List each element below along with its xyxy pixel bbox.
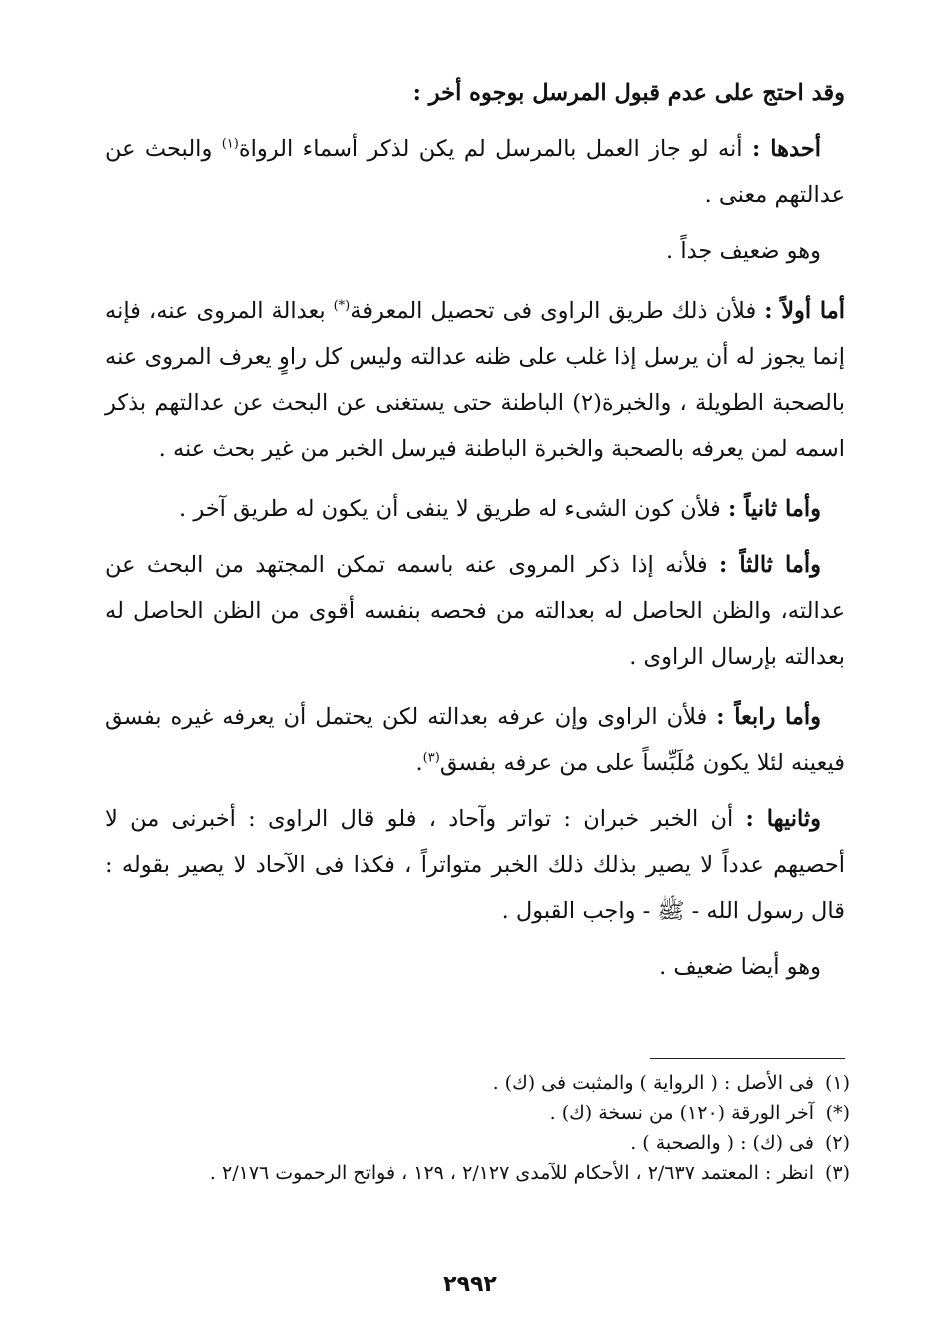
paragraph-text: أنه لو جاز العمل بالمرسل لم يكن لذكر أسماء الرواة xyxy=(238,136,752,162)
footnote-item xyxy=(120,1158,850,1188)
paragraph-lead: أحدها : xyxy=(751,136,821,162)
main-text xyxy=(105,70,845,1000)
paragraph-text: وهو أيضا ضعيف . xyxy=(659,954,821,980)
paragraph-2 xyxy=(105,228,845,274)
footnote-item xyxy=(120,1098,850,1128)
footnote-divider xyxy=(650,1058,845,1059)
paragraph-lead: وأما رابعاً : xyxy=(716,704,821,730)
paragraph-text: فلأن الراوى وإن عرفه بعدالته لكن يحتمل أن يعرفه غيره بفسق فيعينه لئلا يكون مُلَبِّساً على من عرفه بفسق xyxy=(105,704,845,776)
paragraph-1 xyxy=(105,126,845,218)
footnote-marker: (٣) xyxy=(824,1162,850,1184)
paragraph-6 xyxy=(105,694,845,786)
paragraph-text: . xyxy=(415,750,423,776)
paragraph-lead: أما أولاً : xyxy=(764,298,845,324)
footnote-item xyxy=(120,1068,850,1098)
paragraph-lead: وأما ثانياً : xyxy=(727,496,821,522)
paragraph-text: فلأن كون الشىء له طريق لا ينفى أن يكون له طريق آخر . xyxy=(179,496,728,522)
footnote-reference: (*) xyxy=(333,298,351,314)
footnote-marker: (١) xyxy=(824,1072,850,1094)
footnote-marker: (*) xyxy=(825,1102,850,1124)
paragraph-text: وهو ضعيف جداً . xyxy=(666,238,821,264)
page-number: ٢٩٩٢ xyxy=(443,1272,497,1297)
paragraph-3 xyxy=(105,288,845,472)
paragraph-5 xyxy=(105,542,845,680)
paragraph-text: فلأن ذلك طريق الراوى فى تحصيل المعرفة xyxy=(350,298,765,324)
footnote-reference: (٣) xyxy=(422,750,440,766)
footnote-reference: (١) xyxy=(221,136,239,152)
footnote-marker: (٢) xyxy=(824,1132,850,1154)
footnote-text: انظر : المعتمد ٢/٦٣٧ ، الأحكام للآمدى ٢/١٢٧ ، ١٢٩ ، فواتح الرحموت ٢/١٧٦ . xyxy=(209,1162,814,1184)
footnote-item xyxy=(120,1128,850,1158)
footnote-text: فى (ك) : ( والصحبة ) . xyxy=(630,1132,814,1154)
paragraph-text: فلأنه إذا ذكر المروى عنه باسمه تمكن المجتهد من البحث عن عدالته، والظن الحاصل له بعدالته من فحصه بنفسه أقوى من الظن الحاصل له بعدالته بإرسال الراوى . xyxy=(105,552,845,670)
paragraph-lead: وثانيها : xyxy=(745,806,821,832)
paragraph-text: أن الخبر خبران : تواتر وآحاد ، فلو قال الراوى : أخبرنى من لا أحصيهم عدداً لا يصير بذلك ذلك الخبر متواتراً ، فكذا فى الآحاد لا يصير بقوله : قال رسول الله - ﷺ - واجب القبول . xyxy=(105,806,845,924)
footnote-text: آخر الورقة (١٢٠) من نسخة (ك) . xyxy=(549,1102,814,1124)
paragraph-text: والبحث عن عدالتهم معنى . xyxy=(105,136,845,208)
paragraph-4 xyxy=(105,486,845,532)
paragraph-text: بعدالة المروى عنه، فإنه إنما يجوز له أن يرسل إذا غلب على ظنه عدالته وليس كل راوٍ يعرف المروى عنه بالصحبة الطويلة ، والخبرة(٢) الباطنة حتى يستغنى عن البحث عن عدالتهم بذكر اسمه لمن يعرفه بالصحبة والخبرة الباطنة فيرسل الخبر من غير بحث عنه . xyxy=(105,298,846,462)
footnote-text: فى الأصل : ( الرواية ) والمثبت فى (ك) . xyxy=(492,1072,814,1094)
paragraph-7 xyxy=(105,796,845,934)
footnotes xyxy=(120,1068,850,1188)
paragraph-lead: وأما ثالثاً : xyxy=(718,552,821,578)
section-heading: وقد احتج على عدم قبول المرسل بوجوه أخر : xyxy=(412,80,845,106)
paragraph-8 xyxy=(105,944,845,990)
